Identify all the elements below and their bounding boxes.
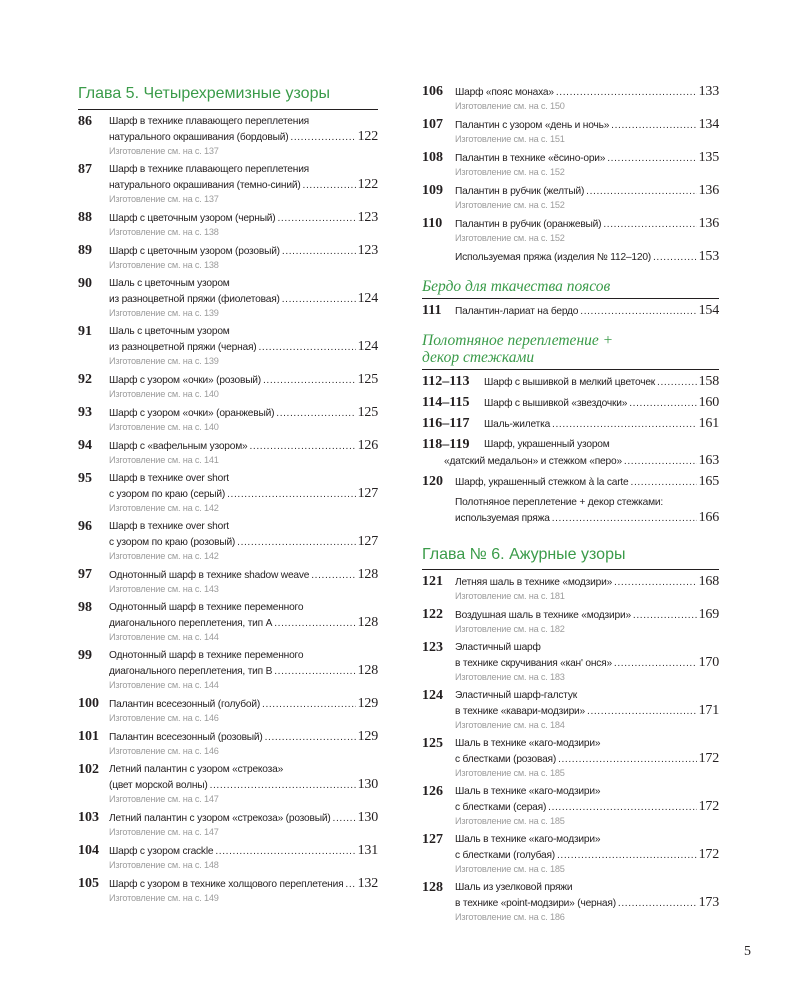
entry-page: 163 bbox=[698, 453, 719, 468]
entry-number: 108 bbox=[422, 150, 443, 165]
toc-entry bbox=[422, 640, 719, 683]
entry-title: Используемая пряжа (изделия № 112–120) bbox=[455, 252, 651, 263]
entry-note: Изготовление см. на с. 185 bbox=[455, 768, 565, 778]
section-berdo-title: Бердо для ткачества поясов bbox=[422, 278, 611, 295]
entry-note: Изготовление см. на с. 140 bbox=[109, 389, 219, 399]
entry-number: 95 bbox=[78, 471, 92, 486]
entry-note: Изготовление см. на с. 182 bbox=[455, 624, 565, 634]
entry-page: 126 bbox=[357, 438, 378, 453]
entry-number: 121 bbox=[422, 574, 443, 589]
entry-number: 102 bbox=[78, 762, 99, 777]
entry-title: Летний палантин с узором «стрекоза» (розовый) bbox=[109, 813, 331, 824]
entry-title: Шарф с узором «очки» (розовый) bbox=[109, 375, 261, 386]
leader-dots bbox=[631, 475, 697, 490]
entry-number: 100 bbox=[78, 696, 99, 711]
entry-title: с узором по краю (серый) bbox=[109, 489, 226, 500]
entry-title: Летний палантин с узором «стрекоза» bbox=[109, 764, 284, 775]
toc-entry bbox=[422, 832, 719, 875]
leader-dots bbox=[587, 704, 697, 719]
toc-entry bbox=[78, 876, 378, 904]
entry-title: с блестками (голубая) bbox=[455, 850, 555, 861]
entry-title: Шаль в технике «каго-модзири» bbox=[455, 834, 601, 845]
entry-title: Шарф с узором «очки» (оранжевый) bbox=[109, 408, 275, 419]
entry-number: 125 bbox=[422, 736, 443, 751]
entry-title: Эластичный шарф-галстук bbox=[455, 690, 578, 701]
entry-note: Изготовление см. на с. 141 bbox=[109, 455, 219, 465]
leader-dots bbox=[278, 211, 356, 226]
toc-entry bbox=[422, 374, 719, 390]
leader-dots bbox=[633, 608, 697, 623]
toc-entry bbox=[78, 648, 378, 691]
entry-note: Изготовление см. на с. 151 bbox=[455, 134, 565, 144]
toc-entry bbox=[422, 395, 719, 411]
toc-entry bbox=[422, 84, 719, 112]
entry-page: 158 bbox=[698, 374, 719, 389]
section-plain-rule bbox=[422, 369, 719, 370]
entry-page: 125 bbox=[357, 405, 378, 420]
entry-page: 128 bbox=[357, 615, 378, 630]
entry-title: Шарф с цветочным узором (черный) bbox=[109, 213, 276, 224]
toc-entry bbox=[78, 519, 378, 562]
entry-title: Воздушная шаль в технике «модзири» bbox=[455, 610, 631, 621]
entry-note: Изготовление см. на с. 139 bbox=[109, 308, 219, 318]
entry-number: 128 bbox=[422, 880, 443, 895]
entry-page: 166 bbox=[698, 510, 719, 525]
chapter-6-entries bbox=[422, 574, 719, 923]
leader-dots bbox=[265, 730, 356, 745]
leader-dots bbox=[556, 85, 697, 100]
entry-title: Палантин в технике «ёсино-ори» bbox=[455, 153, 606, 164]
toc-entry bbox=[78, 810, 378, 838]
entry-title: Шаль с цветочным узором bbox=[109, 278, 230, 289]
entry-note: Изготовление см. на с. 183 bbox=[455, 672, 565, 682]
section-berdo-rule bbox=[422, 298, 719, 299]
entry-number: 90 bbox=[78, 276, 92, 291]
entry-number: 91 bbox=[78, 324, 92, 339]
toc-entry bbox=[78, 162, 378, 205]
entry-title: Шарф с вышивкой в мелкий цветочек bbox=[484, 377, 656, 388]
entry-number: 110 bbox=[422, 216, 443, 231]
toc-entry bbox=[78, 324, 378, 367]
entry-number: 106 bbox=[422, 84, 443, 99]
entry-note: Изготовление см. на с. 184 bbox=[455, 720, 565, 730]
entry-page: 172 bbox=[698, 799, 719, 814]
entry-page: 160 bbox=[698, 395, 719, 410]
chapter-6-title: Глава № 6. Ажурные узоры bbox=[422, 546, 626, 563]
toc-entry bbox=[422, 736, 719, 779]
entry-title: Палантин с узором «день и ночь» bbox=[455, 120, 610, 131]
leader-dots bbox=[303, 178, 356, 193]
entry-title: Шаль в технике «каго-модзири» bbox=[455, 786, 601, 797]
entry-title: Шарф с вышивкой «звездочки» bbox=[484, 398, 628, 409]
entry-title: диагонального переплетения, тип В bbox=[109, 666, 273, 677]
entry-page: 129 bbox=[357, 696, 378, 711]
entry-page: 161 bbox=[698, 416, 719, 431]
entry-title: Шарф в технике over short bbox=[109, 473, 229, 484]
leader-dots bbox=[557, 848, 697, 863]
leader-dots bbox=[552, 417, 697, 432]
chapter-6-rule bbox=[422, 569, 719, 570]
chapter-5-rule bbox=[78, 109, 378, 110]
toc-entry bbox=[422, 416, 719, 432]
leader-dots bbox=[618, 896, 697, 911]
leader-dots bbox=[603, 217, 696, 232]
toc-entry bbox=[78, 276, 378, 319]
entry-page: 127 bbox=[357, 534, 378, 549]
toc-entry bbox=[422, 216, 719, 244]
entry-number: 105 bbox=[78, 876, 99, 891]
leader-dots bbox=[629, 396, 696, 411]
entry-page: 171 bbox=[698, 703, 719, 718]
entry-number bbox=[422, 249, 455, 265]
entry-number: 122 bbox=[422, 607, 443, 622]
entry-page: 124 bbox=[357, 339, 378, 354]
leader-dots bbox=[227, 487, 355, 502]
toc-entry bbox=[78, 114, 378, 157]
entry-title: Эластичный шарф bbox=[455, 642, 541, 653]
entry-note: Изготовление см. на с. 147 bbox=[109, 827, 219, 837]
entry-title: в технике скручивания «кан' онся» bbox=[455, 658, 612, 669]
entry-page: 136 bbox=[698, 216, 719, 231]
entry-note: Изготовление см. на с. 181 bbox=[455, 591, 565, 601]
toc-entry bbox=[78, 567, 378, 595]
entry-number: 88 bbox=[78, 210, 92, 225]
entry-title: Однотонный шарф в технике переменного bbox=[109, 650, 304, 661]
entry-title: Шаль из узелковой пряжи bbox=[455, 882, 573, 893]
entry-title: Шарф в технике over short bbox=[109, 521, 229, 532]
toc-entry bbox=[422, 303, 719, 319]
entry-note: Изготовление см. на с. 152 bbox=[455, 233, 565, 243]
entry-title: Шарф в технике плавающего переплетения bbox=[109, 164, 309, 175]
entry-number: 107 bbox=[422, 117, 443, 132]
entry-title: Шарф, украшенный стежком à la carte bbox=[455, 477, 629, 488]
entry-title: диагонального переплетения, тип А bbox=[109, 618, 273, 629]
entry-title: натурального окрашивания (темно-синий) bbox=[109, 180, 301, 191]
entry-title: Палантин в рубчик (оранжевый) bbox=[455, 219, 602, 230]
entry-title: Летняя шаль в технике «модзири» bbox=[455, 577, 613, 588]
entry-page: 136 bbox=[698, 183, 719, 198]
entry-note: Изготовление см. на с. 138 bbox=[109, 227, 219, 237]
entry-title: Шарф «пояс монаха» bbox=[455, 87, 554, 98]
leader-dots bbox=[624, 454, 697, 469]
entry-title: в технике «кавари-модзири» bbox=[455, 706, 586, 717]
entry-note: Изготовление см. на с. 185 bbox=[455, 864, 565, 874]
entry-note: Изготовление см. на с. 146 bbox=[109, 713, 219, 723]
leader-dots bbox=[311, 568, 355, 583]
toc-entry bbox=[78, 438, 378, 466]
entry-number: 114–115 bbox=[422, 395, 470, 410]
toc-entry bbox=[422, 474, 719, 490]
entry-number: 109 bbox=[422, 183, 443, 198]
entry-page: 154 bbox=[698, 303, 719, 318]
entry-page: 135 bbox=[698, 150, 719, 165]
leader-dots bbox=[614, 656, 697, 671]
entry-number: 86 bbox=[78, 114, 92, 129]
entry-page: 153 bbox=[698, 249, 719, 264]
entry-note: Изготовление см. на с. 142 bbox=[109, 503, 219, 513]
entry-page: 170 bbox=[698, 655, 719, 670]
toc-entry bbox=[78, 405, 378, 433]
entry-title: из разноцветной пряжи (фиолетовая) bbox=[109, 294, 280, 305]
entry-page: 168 bbox=[698, 574, 719, 589]
entry-number: 98 bbox=[78, 600, 92, 615]
leader-dots bbox=[276, 406, 355, 421]
entry-title: с блестками (розовая) bbox=[455, 754, 557, 765]
entry-page: 128 bbox=[357, 567, 378, 582]
toc-entry bbox=[422, 880, 719, 923]
entry-title: «датский медальон» и стежком «перо» bbox=[444, 456, 622, 467]
toc-entry bbox=[422, 117, 719, 145]
leader-dots bbox=[250, 439, 356, 454]
toc-entry bbox=[422, 688, 719, 731]
toc-entry bbox=[422, 437, 719, 453]
entry-title: Полотняное переплетение + декор стежками: bbox=[455, 497, 664, 508]
entry-note: Изготовление см. на с. 186 bbox=[455, 912, 565, 922]
entry-number: 99 bbox=[78, 648, 92, 663]
leader-dots bbox=[657, 375, 697, 390]
toc-entry bbox=[78, 471, 378, 514]
section-plain-title-line1: Полотняное переплетение + bbox=[422, 332, 614, 349]
entry-page: 123 bbox=[357, 243, 378, 258]
leader-dots bbox=[552, 511, 697, 526]
leader-dots bbox=[263, 373, 356, 388]
entry-title: Шарф с узором crackle bbox=[109, 846, 214, 857]
entry-number: 112–113 bbox=[422, 374, 470, 389]
entry-number: 126 bbox=[422, 784, 443, 799]
leader-dots bbox=[558, 752, 697, 767]
entry-title: (цвет морской волны) bbox=[109, 780, 208, 791]
leader-dots bbox=[282, 292, 356, 307]
entry-note: Изготовление см. на с. 137 bbox=[109, 194, 219, 204]
entry-page: 124 bbox=[357, 291, 378, 306]
leader-dots bbox=[215, 844, 355, 859]
toc-entry bbox=[422, 607, 719, 635]
entry-note: Изготовление см. на с. 185 bbox=[455, 816, 565, 826]
chapter-5-continued-entries bbox=[422, 84, 719, 265]
entry-number: 118–119 bbox=[422, 437, 470, 452]
entry-number: 87 bbox=[78, 162, 92, 177]
entry-number: 111 bbox=[422, 303, 442, 318]
leader-dots bbox=[282, 244, 356, 259]
leader-dots bbox=[258, 340, 355, 355]
leader-dots bbox=[607, 151, 696, 166]
entry-page: 130 bbox=[357, 777, 378, 792]
leader-dots bbox=[290, 130, 355, 145]
toc-right-column bbox=[422, 84, 719, 928]
entry-number: 116–117 bbox=[422, 416, 470, 431]
entry-title: Палантин-лариат на бердо bbox=[455, 306, 579, 317]
leader-dots bbox=[614, 575, 697, 590]
toc-entry bbox=[422, 574, 719, 602]
leader-dots bbox=[333, 811, 356, 826]
entry-number: 96 bbox=[78, 519, 92, 534]
entry-page: 123 bbox=[357, 210, 378, 225]
entry-page: 122 bbox=[357, 129, 378, 144]
entry-title: с узором по краю (розовый) bbox=[109, 537, 236, 548]
entry-number: 89 bbox=[78, 243, 92, 258]
entry-title: натурального окрашивания (бордовый) bbox=[109, 132, 289, 143]
entry-title: в технике «point-модзири» (черная) bbox=[455, 898, 616, 909]
entry-title: Шаль с цветочным узором bbox=[109, 326, 230, 337]
chapter-5-entries bbox=[78, 114, 378, 904]
entry-note: Изготовление см. на с. 150 bbox=[455, 101, 565, 111]
entry-page: 129 bbox=[357, 729, 378, 744]
toc-entry bbox=[422, 784, 719, 827]
leader-dots bbox=[653, 250, 697, 265]
leader-dots bbox=[611, 118, 696, 133]
entry-number: 104 bbox=[78, 843, 99, 858]
leader-dots bbox=[580, 304, 696, 319]
entry-title: Однотонный шарф в технике shadow weave bbox=[109, 570, 310, 581]
entry-page: 127 bbox=[357, 486, 378, 501]
entry-title: Шарф с узором в технике холщового переплетения bbox=[109, 879, 344, 890]
entry-page: 133 bbox=[698, 84, 719, 99]
entry-note: Изготовление см. на с. 138 bbox=[109, 260, 219, 270]
leader-dots bbox=[274, 664, 355, 679]
entry-page: 132 bbox=[357, 876, 378, 891]
entry-note: Изготовление см. на с. 140 bbox=[109, 422, 219, 432]
entry-title: Палантин всесезонный (голубой) bbox=[109, 699, 261, 710]
entry-note: Изготовление см. на с. 137 bbox=[109, 146, 219, 156]
entry-number: 120 bbox=[422, 474, 443, 489]
leader-dots bbox=[345, 877, 355, 892]
entry-number bbox=[422, 495, 455, 526]
page-number: 5 bbox=[744, 944, 751, 959]
entry-note: Изготовление см. на с. 143 bbox=[109, 584, 219, 594]
entry-title: используемая пряжа bbox=[455, 513, 550, 524]
section-plain-title-line2: декор стежками bbox=[422, 349, 535, 366]
entry-number: 92 bbox=[78, 372, 92, 387]
entry-number: 123 bbox=[422, 640, 443, 655]
toc-entry bbox=[78, 696, 378, 724]
entry-number: 93 bbox=[78, 405, 92, 420]
leader-dots bbox=[548, 800, 696, 815]
toc-entry bbox=[78, 729, 378, 757]
entry-page: 173 bbox=[698, 895, 719, 910]
entry-title: из разноцветной пряжи (черная) bbox=[109, 342, 257, 353]
section-plain-entries bbox=[422, 374, 719, 526]
entry-number: 97 bbox=[78, 567, 92, 582]
entry-page: 165 bbox=[698, 474, 719, 489]
entry-title: Шарф с «вафельным узором» bbox=[109, 441, 248, 452]
entry-title: Шаль-жилетка bbox=[484, 419, 551, 430]
leader-dots bbox=[586, 184, 696, 199]
leader-dots bbox=[210, 778, 356, 793]
entry-note: Изготовление см. на с. 139 bbox=[109, 356, 219, 366]
entry-note: Изготовление см. на с. 152 bbox=[455, 167, 565, 177]
entry-number: 101 bbox=[78, 729, 99, 744]
entry-page: 125 bbox=[357, 372, 378, 387]
entry-title: Шарф, украшенный узором bbox=[484, 439, 610, 450]
leader-dots bbox=[262, 697, 356, 712]
entry-title: Шарф с цветочным узором (розовый) bbox=[109, 246, 280, 257]
leader-dots bbox=[237, 535, 355, 550]
entry-number: 127 bbox=[422, 832, 443, 847]
toc-entry bbox=[422, 183, 719, 211]
entry-page: 172 bbox=[698, 847, 719, 862]
toc-entry bbox=[422, 249, 719, 265]
entry-page: 130 bbox=[357, 810, 378, 825]
entry-number bbox=[422, 453, 444, 469]
leader-dots bbox=[274, 616, 355, 631]
entry-title: Палантин в рубчик (желтый) bbox=[455, 186, 585, 197]
entry-note: Изготовление см. на с. 144 bbox=[109, 632, 219, 642]
entry-note: Изготовление см. на с. 149 bbox=[109, 893, 219, 903]
entry-title: Шарф в технике плавающего переплетения bbox=[109, 116, 309, 127]
toc-entry bbox=[78, 210, 378, 238]
toc-entry bbox=[422, 150, 719, 178]
toc-entry bbox=[78, 762, 378, 805]
entry-page: 122 bbox=[357, 177, 378, 192]
toc-left-column bbox=[78, 84, 378, 909]
entry-title: Шаль в технике «каго-модзири» bbox=[455, 738, 601, 749]
toc-entry bbox=[422, 495, 719, 526]
entry-title: Однотонный шарф в технике переменного bbox=[109, 602, 304, 613]
entry-note: Изготовление см. на с. 148 bbox=[109, 860, 219, 870]
entry-note: Изготовление см. на с. 147 bbox=[109, 794, 219, 804]
chapter-5-title: Глава 5. Четырехремизные узоры bbox=[78, 85, 330, 102]
entry-note: Изготовление см. на с. 146 bbox=[109, 746, 219, 756]
entry-title: с блестками (серая) bbox=[455, 802, 547, 813]
toc-entry bbox=[422, 453, 719, 469]
entry-page: 131 bbox=[357, 843, 378, 858]
entry-note: Изготовление см. на с. 152 bbox=[455, 200, 565, 210]
entry-page: 172 bbox=[698, 751, 719, 766]
entry-number: 103 bbox=[78, 810, 99, 825]
entry-page: 128 bbox=[357, 663, 378, 678]
toc-entry bbox=[78, 243, 378, 271]
section-berdo-entries bbox=[422, 303, 719, 319]
entry-title: Палантин всесезонный (розовый) bbox=[109, 732, 263, 743]
entry-number: 124 bbox=[422, 688, 443, 703]
entry-page: 134 bbox=[698, 117, 719, 132]
toc-entry bbox=[78, 600, 378, 643]
entry-note: Изготовление см. на с. 142 bbox=[109, 551, 219, 561]
entry-note: Изготовление см. на с. 144 bbox=[109, 680, 219, 690]
entry-number: 94 bbox=[78, 438, 92, 453]
entry-page: 169 bbox=[698, 607, 719, 622]
toc-entry bbox=[78, 843, 378, 871]
toc-entry bbox=[78, 372, 378, 400]
